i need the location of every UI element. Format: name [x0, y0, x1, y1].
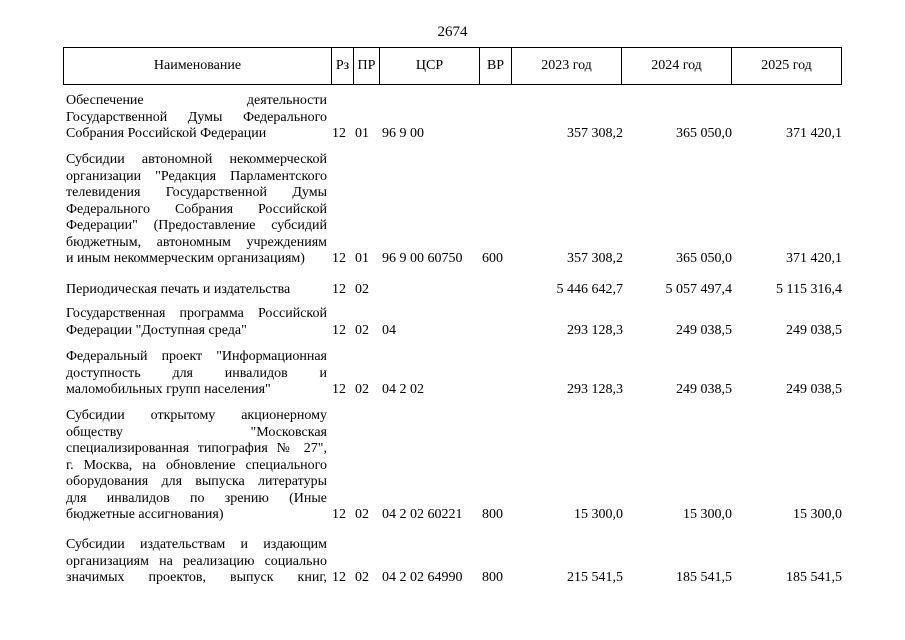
cell-y2024: 365 050,0 — [676, 126, 732, 141]
cell-csr: 04 2 02 — [382, 382, 424, 397]
header-2024: 2024 год — [622, 48, 732, 85]
row-name-line: доступность для инвалидов и — [66, 365, 327, 381]
cell-y2025: 249 038,5 — [786, 322, 842, 338]
row-name — [66, 93, 327, 143]
cell-y2023: 357 308,2 — [567, 126, 623, 141]
cell-pr: 02 — [355, 282, 369, 297]
row-name-line: Федерации" (Предоставление субсидий — [66, 218, 327, 233]
row-name-line: для инвалидов по зрению (Иные — [66, 490, 327, 506]
row-name-line: Собрания Российской Федерации — [66, 126, 267, 141]
header-csr: ЦСР — [380, 48, 480, 85]
row-name-line: бюджетные ассигнования) — [66, 507, 224, 522]
cell-pr: 02 — [355, 382, 369, 397]
row-name-line: Государственная программа Российской — [66, 306, 327, 321]
cell-y2025: 15 300,0 — [793, 507, 842, 522]
row-name-line: организациям на реализацию социально — [66, 553, 327, 569]
cell-rz: 12 — [332, 507, 346, 522]
cell-vr: 800 — [482, 570, 503, 585]
row-name-line: Федерации "Доступная среда" — [66, 322, 247, 338]
row-name-line: Федерального Собрания Российской — [66, 201, 327, 217]
cell-y2024: 185 541,5 — [676, 570, 732, 585]
cell-y2023: 215 541,5 — [567, 570, 623, 585]
row-name-line: организации "Редакция Парламентского — [66, 168, 327, 184]
cell-rz: 12 — [332, 126, 346, 141]
row-name-line: маломобильных групп населения" — [66, 382, 271, 397]
row-name-line: обществу "Московская — [66, 424, 327, 440]
row-name-line: г. Москва, на обновление специального — [66, 457, 327, 473]
cell-pr: 02 — [355, 507, 369, 522]
cell-pr: 02 — [355, 570, 369, 585]
row-name-line: Субсидии открытому акционерному — [66, 408, 327, 423]
cell-csr: 04 2 02 60221 — [382, 507, 463, 522]
cell-y2025: 371 420,1 — [786, 126, 842, 141]
page-number: 2674 — [437, 24, 468, 40]
row-name — [66, 349, 327, 399]
row-name-line: бюджетным, автономным учреждениям — [66, 234, 327, 250]
row-name-line: Субсидии автономной некоммерческой — [66, 152, 327, 167]
header-vr: ВР — [480, 48, 512, 85]
row-name — [66, 537, 327, 587]
row-name-line: оборудования для выпуска литературы — [66, 474, 327, 489]
cell-y2025: 371 420,1 — [786, 251, 842, 266]
cell-y2024: 365 050,0 — [676, 251, 732, 266]
cell-y2023: 293 128,3 — [567, 382, 623, 397]
header-pr: ПР — [354, 48, 380, 85]
cell-pr: 01 — [355, 126, 369, 141]
header-2023: 2023 год — [512, 48, 622, 85]
cell-rz: 12 — [332, 570, 346, 585]
cell-rz: 12 — [332, 322, 346, 338]
cell-y2023: 357 308,2 — [567, 251, 623, 266]
cell-y2025: 249 038,5 — [786, 382, 842, 397]
cell-csr: 96 9 00 — [382, 126, 424, 141]
cell-y2025: 5 115 316,4 — [776, 282, 842, 297]
row-name — [66, 282, 327, 299]
cell-y2023: 5 446 642,7 — [556, 282, 623, 297]
cell-y2024: 5 057 497,4 — [665, 282, 732, 297]
cell-pr: 01 — [355, 251, 369, 266]
cell-y2024: 249 038,5 — [676, 382, 732, 397]
row-name-line: Периодическая печать и издательства — [66, 282, 291, 297]
cell-y2023: 293 128,3 — [567, 322, 623, 338]
cell-pr: 02 — [355, 322, 369, 338]
row-name-line: Федеральный проект "Информационная — [66, 349, 327, 364]
row-name-line: значимых проектов, выпуск книг, — [66, 570, 327, 585]
row-name — [66, 152, 327, 268]
row-name-line: специализированная типография № 27", — [66, 441, 327, 456]
cell-vr: 800 — [482, 507, 503, 522]
row-name-line: Субсидии издательствам и издающим — [66, 537, 327, 552]
cell-rz: 12 — [332, 282, 346, 297]
cell-y2024: 249 038,5 — [676, 322, 732, 338]
row-name-line: Обеспечение деятельности — [66, 93, 327, 108]
cell-rz: 12 — [332, 382, 346, 397]
row-name — [66, 408, 327, 524]
cell-rz: 12 — [332, 251, 346, 266]
header-rz: Рз — [332, 48, 354, 85]
cell-csr: 04 — [382, 322, 396, 338]
cell-vr: 600 — [482, 251, 503, 266]
cell-csr: 96 9 00 60750 — [382, 251, 463, 266]
header-name: Наименование — [64, 48, 332, 85]
row-name-line: Государственной Думы Федерального — [66, 109, 327, 125]
row-name — [66, 306, 327, 339]
cell-csr: 04 2 02 64990 — [382, 570, 463, 585]
row-name-line: телевидения Государственной Думы — [66, 185, 327, 200]
table-header — [63, 47, 842, 85]
header-2025: 2025 год — [732, 48, 842, 85]
cell-y2024: 15 300,0 — [683, 507, 732, 522]
cell-y2025: 185 541,5 — [786, 570, 842, 585]
row-name-line: и иным некоммерческим организациям) — [66, 251, 305, 266]
cell-y2023: 15 300,0 — [574, 507, 623, 522]
